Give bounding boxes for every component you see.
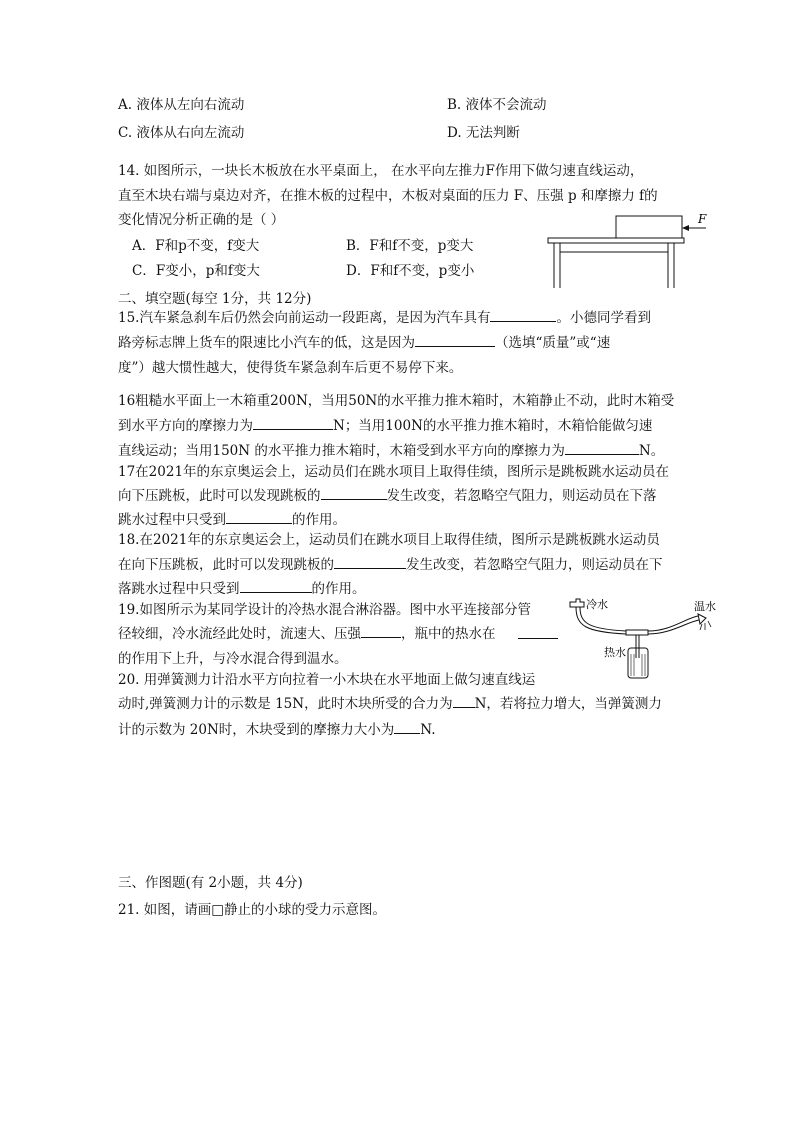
q13-option-d: D. 无法判断	[447, 125, 520, 141]
section3-title: 三、作图题(有 2小题，共 4分)	[118, 875, 303, 891]
shower-mixer-figure	[566, 596, 726, 682]
q13-option-a: A. 液体从左向右流动	[118, 97, 245, 113]
q15-blank1[interactable]	[490, 309, 556, 322]
q19-line2: 径较细，冷水流经此处时，流速大、压强 ，瓶中的热水在	[118, 626, 496, 642]
q15-line1: 15.汽车紧急刹车后仍然会向前运动一段距离，是因为汽车具有 。小德同学看到	[118, 310, 651, 326]
q19-blank1[interactable]	[361, 625, 401, 638]
board	[616, 216, 682, 238]
q18-blank2[interactable]	[240, 580, 312, 593]
q20-line3: 计的示数为 20N时，木块受到的摩擦力大小为 N.	[118, 722, 436, 738]
q21-line1: 21. 如图，请画□静止的小球的受力示意图。	[118, 902, 387, 918]
q15-blank2[interactable]	[415, 334, 495, 347]
q16-line2: 到水平方向的摩擦力为 N；当用100N的水平推力推木箱时，木箱恰能做匀速	[118, 418, 653, 434]
q13-option-b: B. 液体不会流动	[447, 97, 547, 113]
q17-line3: 跳水过程中只受到 的作用。	[118, 512, 346, 528]
cold-water-label: 冷水	[586, 598, 608, 611]
q19-line3: 的作用下上升，与冷水混合得到温水。	[118, 651, 348, 667]
section2-title: 二、填空题(每空 1分，共 12分)	[118, 291, 312, 307]
q14-line1: 14. 如图所示，一块长木板放在水平桌面上， 在水平向左推力F作用下做匀速直线运动，	[118, 163, 644, 179]
q15-line2: 路旁标志牌上货车的限速比小汽车的低，这是因为 （选填“质量”或“速	[118, 335, 611, 351]
q14-option-c: C．F变小，p和f变大	[132, 263, 260, 279]
q17-line2: 向下压跳板，此时可以发现跳板的 发生改变，若忽略空气阻力，则运动员在下落	[118, 488, 657, 504]
force-label: F	[698, 212, 707, 226]
q16-blank2[interactable]	[565, 442, 639, 455]
q18-line2: 在向下压跳板，此时可以发现跳板的 发生改变，若忽略空气阻力，则运动员在下	[118, 557, 663, 573]
hot-water-label: 热水	[604, 646, 626, 659]
q20-line1: 20. 用弹簧测力计沿水平方向拉着一小木块在水平地面上做匀速直线运	[118, 672, 536, 688]
q20-blank2[interactable]	[394, 721, 420, 734]
warm-water-label: 温水	[694, 600, 716, 613]
table-board-figure	[540, 210, 720, 290]
q17-line1: 17在2021年的东京奥运会上，运动员们在跳水项目上取得佳绩，图所示是跳板跳水运动员在	[118, 464, 670, 480]
q14-option-a: A．F和p不变，f变大	[132, 238, 260, 254]
table-top	[548, 238, 684, 243]
q18-blank1[interactable]	[334, 556, 406, 569]
q19-blank2[interactable]	[518, 626, 558, 639]
q18-line3: 落跳水过程中只受到 的作用。	[118, 581, 366, 597]
q15-line3: 度”）越大惯性越大，使得货车紧急刹车后更不易停下来。	[118, 360, 463, 376]
q16-blank1[interactable]	[253, 417, 333, 430]
q20-line2: 动时,弹簧测力计的示数是 15N，此时木块所受的合力为 N，若将拉力增大，当弹簧测力	[118, 696, 662, 712]
q19-line1: 19.如图所示为某同学设计的冷热水混合淋浴器。图中水平连接部分管	[118, 602, 531, 618]
narrow-pipe	[626, 630, 648, 635]
tap-icon	[570, 599, 584, 607]
shower-head-icon	[698, 614, 706, 624]
q17-blank2[interactable]	[226, 511, 292, 524]
q14-line2: 直至木块右端与桌边对齐，在推木板的过程中，木板对桌面的压力 F、压强 p 和摩擦力 f的	[118, 188, 658, 204]
q14-option-b: B．F和f不变，p变大	[346, 238, 474, 254]
q17-blank1[interactable]	[321, 487, 387, 500]
q20-blank1[interactable]	[453, 695, 475, 708]
q13-option-c: C. 液体从右向左流动	[118, 125, 245, 141]
q14-option-d: D．F和f不变，p变小	[346, 263, 475, 279]
q14-line3: 变化情况分析正确的是（ ）	[118, 212, 285, 228]
q16-line3: 直线运动；当用150N 的水平推力推木箱时，木箱受到水平方向的摩擦力为 N。	[118, 443, 665, 459]
q18-line1: 18.在2021年的东京奥运会上，运动员们在跳水项目上取得佳绩，图所示是跳板跳水运动员	[118, 532, 660, 548]
q16-line1: 16粗糙水平面上一木箱重200N，当用50N的水平推力推木箱时，木箱静止不动，此时木箱受	[118, 393, 675, 409]
